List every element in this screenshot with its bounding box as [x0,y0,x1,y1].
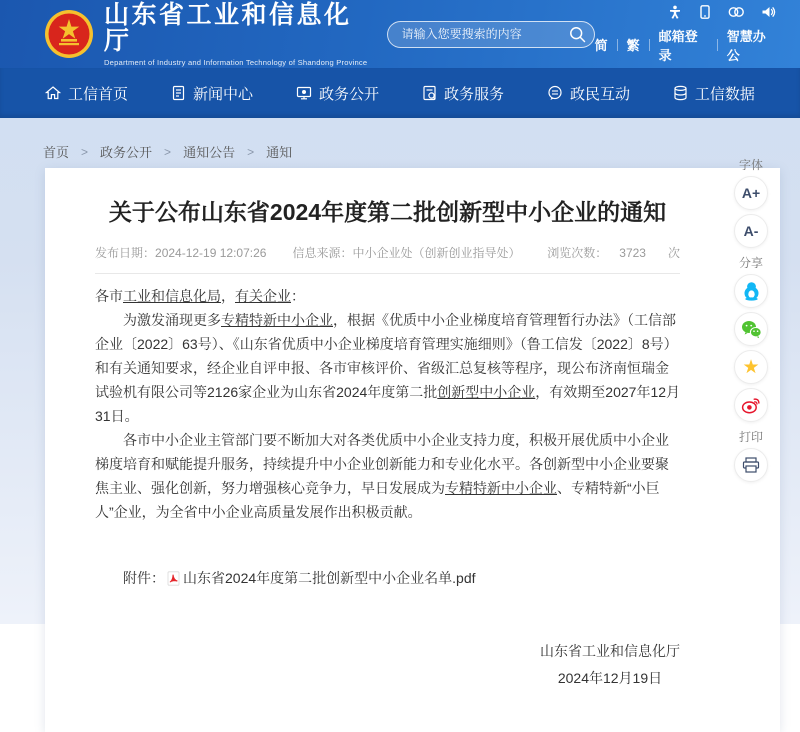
term-link[interactable]: 创新型中小企业 [437,384,536,400]
nav-label: 政民互动 [569,85,630,103]
site-header [0,0,800,68]
nav-label: 新闻中心 [192,85,253,103]
mobile-icon[interactable] [699,5,711,19]
search-icon [569,26,586,43]
print-label: 打印 [738,430,763,444]
share-wechat-button[interactable] [734,312,768,346]
main-nav [0,68,800,118]
divider [717,39,718,51]
nav-label: 工信首页 [68,85,129,103]
term-link[interactable]: 专精特新中小企业 [221,312,333,328]
article-signature [95,638,680,692]
source-label: 信息来源： [292,246,353,260]
nav-label: 政务服务 [443,85,504,103]
source-value: 中小企业处（创新创业指导处） [352,246,521,260]
text-segment: ，根据《优质中小企业梯度培育管理暂行办法》（工信部企业〔2022〕63号）、《山东省优质中小企业梯度培育管理实施细则》（鲁工信发〔2022〕8号）和有关通知要求，经企业自评申报、各市审核评价、省级汇总复核等程序，现公布济南恒瑞金试验机有限公司等2126家企业为山东省2024年度第二批 [95,312,678,400]
nav-item-gov-services[interactable] [422,83,504,104]
nav-item-home[interactable] [45,83,128,104]
header-right [595,5,776,64]
attachment-filename: 山东省2024年度第二批创新型中小企业名单.pdf [183,570,476,586]
database-icon [673,85,688,101]
search-box [387,21,595,48]
views-unit: 次 [667,246,680,260]
qzone-icon: ★ [742,356,760,378]
nav-item-interaction[interactable] [547,83,630,104]
paragraph [95,284,680,308]
text-segment: ，有效期至2027年12月31日。 [95,384,681,424]
text-segment: ， [221,288,235,304]
print-button[interactable] [734,448,768,482]
share-qzone-button[interactable] [734,350,768,384]
header-quick-icons [668,5,776,19]
search-button[interactable] [569,26,586,43]
term-link[interactable]: 工业和信息化局 [123,288,221,304]
text-segment: 为激发涌现更多 [123,312,221,328]
nav-label: 政务公开 [318,85,379,103]
article-card [45,168,780,732]
chat-icon [547,85,563,101]
share-label: 分享 [738,256,763,270]
font-increase-button[interactable]: A+ [734,176,768,210]
link-mail-login[interactable]: 邮箱登录 [658,28,698,63]
service-icon [422,85,437,101]
nav-label: 工信数据 [694,85,755,103]
article-meta [95,244,680,274]
publish-date-label: 发布日期： [95,246,156,260]
publish-date: 2024-12-19 12:07:26 [155,246,267,260]
article-title: 关于公布山东省2024年度第二批创新型中小企业的通知 [108,199,667,225]
signature-date: 2024年12月19日 [557,670,663,686]
printer-icon [742,457,760,473]
breadcrumb-current: 通知 [266,145,293,160]
wemedia-icon[interactable] [728,5,744,19]
breadcrumb-separator: > [164,144,172,159]
term-link[interactable]: 专精特新中小企业 [445,480,557,496]
site-identity [104,2,371,67]
pdf-icon [167,571,180,586]
share-weibo-button[interactable] [734,388,768,422]
term-link[interactable]: 有关企业 [235,288,291,304]
breadcrumb-separator: > [247,144,255,159]
text-segment: 各市中小企业主管部门要不断加大对各类优质中小企业支持力度，积极开展优质中小企业梯度培育和赋能提升服务，持续提升中小企业创新能力和专业化水平。各创新型中小企业要聚焦主业、强化创新，努力增强核心竞争力，早日发展成为 [95,432,669,496]
paragraph [95,428,680,524]
national-emblem-icon [44,9,94,59]
views-count: 3723 [619,246,646,260]
font-size-label: 字体 [738,158,763,172]
site-title: 山东省工业和信息化厅 [104,0,352,55]
paragraph [95,308,680,428]
voice-icon[interactable] [761,5,776,19]
breadcrumb [0,118,800,168]
weibo-icon [741,396,761,414]
side-tools [728,158,774,482]
link-simplified[interactable]: 简 [594,38,608,53]
divider [617,39,618,51]
qq-icon [742,281,761,301]
attachment-label: 附件： [123,570,165,586]
breadcrumb-separator: > [81,144,89,159]
news-icon [171,85,186,101]
views-label: 浏览次数： [547,246,608,260]
text-segment: ： [291,288,305,304]
link-smart-office[interactable]: 智慧办公 [726,28,766,63]
breadcrumb-notices[interactable]: 通知公告 [183,145,236,160]
nav-item-gov-disclosure[interactable] [296,83,379,104]
site-subtitle: Department of Industry and Information Technology of Shandong Province [104,57,368,67]
divider [649,39,650,51]
accessibility-icon[interactable] [668,5,682,19]
font-decrease-button[interactable]: A- [734,214,768,248]
nav-item-data[interactable] [673,83,755,104]
signature-org: 山东省工业和信息化厅 [540,643,680,659]
attachment-link[interactable] [165,568,476,588]
article-body [95,284,680,524]
share-qq-button[interactable] [734,274,768,308]
monitor-icon [296,85,312,101]
attachment-row [95,568,680,588]
text-segment: 各市 [95,288,123,304]
search-input[interactable] [387,21,595,48]
breadcrumb-home[interactable]: 首页 [43,145,70,160]
nav-item-news[interactable] [171,83,253,104]
link-traditional[interactable]: 繁 [626,38,640,53]
breadcrumb-gov-disclosure[interactable]: 政务公开 [100,145,153,160]
text-segment: 、专精特新“小巨人”企业，为全省中小企业高质量发展作出积极贡献。 [95,480,660,520]
wechat-icon [741,320,762,339]
home-icon [45,85,61,101]
header-links [595,26,776,64]
